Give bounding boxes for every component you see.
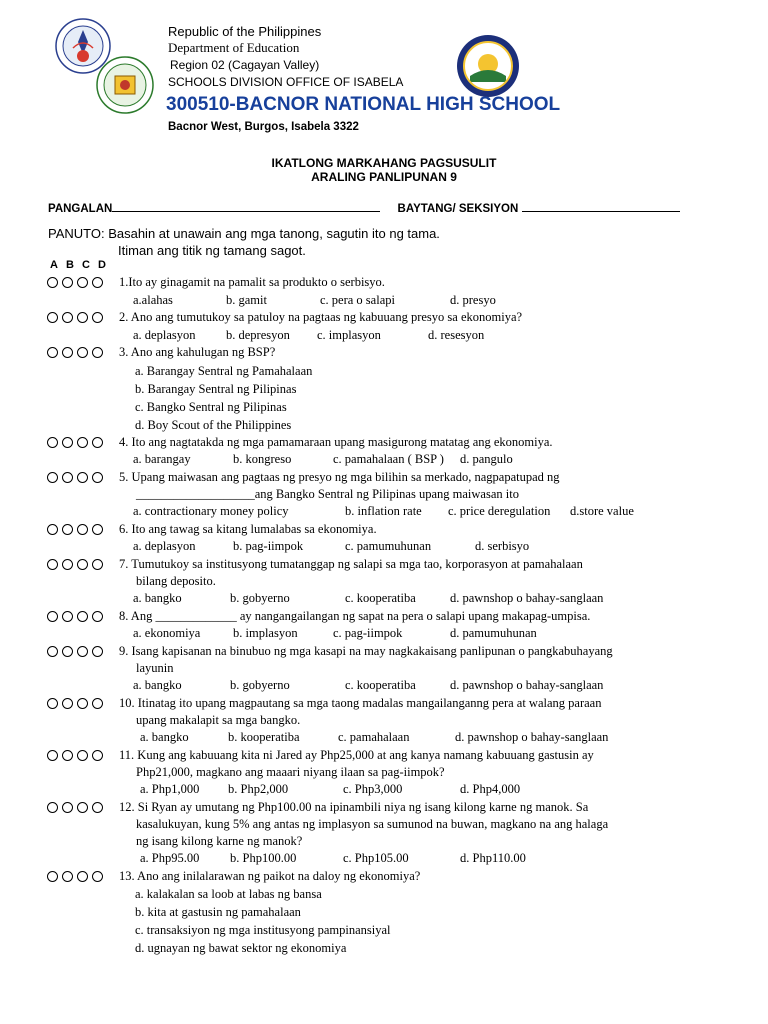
- choice-row: [0, 677, 768, 695]
- choice-option: b. kongreso: [233, 452, 292, 466]
- choice-option: d. resesyon: [428, 327, 485, 342]
- choice-option: b. implasyon: [233, 626, 298, 640]
- question-line: [0, 469, 768, 487]
- answer-bubble-b[interactable]: [62, 750, 73, 761]
- bubble-header-b: B: [66, 259, 74, 271]
- question-text: 8. Ang _____________ ay nangangailangan ng sapat na pera o salapi upang makapag-umpisa.: [119, 608, 591, 623]
- choice-row: [0, 451, 768, 469]
- division-seal-icon: [96, 56, 154, 114]
- question-item: [0, 434, 768, 469]
- question-text: 1.Ito ay ginagamit na pamalit sa produkto o serbisyo.: [119, 275, 385, 289]
- answer-bubbles: [47, 871, 107, 883]
- bubble-header-d: D: [98, 259, 106, 271]
- choice-row: [0, 729, 768, 747]
- choice-option: d. pangulo: [460, 452, 513, 466]
- answer-bubble-a[interactable]: [47, 750, 58, 761]
- bubble-header: [50, 259, 114, 271]
- republic-label: Republic of the Philippines: [168, 24, 322, 39]
- choice-option: a. bangko: [140, 730, 189, 744]
- question-text-continued: Php21,000, magkano ang maaari niyang ilaan sa pag-iimpok?: [136, 765, 445, 779]
- answer-bubbles: [47, 646, 107, 658]
- question-item: [0, 747, 768, 799]
- question-text: 3. Ano ang kahulugan ng BSP?: [119, 345, 276, 359]
- choice-option: a. deplasyon: [133, 539, 196, 553]
- choice-option: a. deplasyon: [133, 327, 196, 342]
- name-section-row: [48, 200, 708, 215]
- choice-option: d. pawnshop o bahay-sanglaan: [455, 730, 609, 744]
- answer-bubble-b[interactable]: [62, 871, 73, 882]
- question-text-continued: kasalukuyan, kung 5% ang antas ng implasyon sa sumunod na buwan, magkano na ang halaga: [136, 817, 609, 831]
- answer-bubble-d[interactable]: [92, 750, 103, 761]
- question-item: [0, 344, 768, 434]
- question-item: [0, 309, 768, 344]
- exam-subject: ARALING PANLIPUNAN 9: [311, 170, 457, 184]
- choice-option: b. inflation rate: [345, 504, 422, 518]
- answer-bubbles: [47, 698, 107, 710]
- choice-option: a. kalakalan sa loob at labas ng bansa: [135, 887, 322, 901]
- question-text: 10. Itinatag ito upang magpautang sa mga taong madalas mangailanganng pera at walang paraan: [119, 695, 602, 710]
- question-text-continued: upang makalapit sa mga bangko.: [136, 713, 301, 727]
- instructions-line-1: PANUTO: Basahin at unawain ang mga tanong, sagutin ito ng tama.: [48, 226, 440, 241]
- answer-bubble-d[interactable]: [92, 559, 103, 570]
- choice-option: a. contractionary money policy: [133, 504, 289, 518]
- choice-option: b. gamit: [226, 292, 267, 307]
- answer-bubble-b[interactable]: [62, 524, 73, 535]
- choice-option: d. Php110.00: [460, 851, 526, 865]
- answer-bubble-c[interactable]: [77, 646, 88, 657]
- question-item: [0, 469, 768, 521]
- question-item: [0, 643, 768, 695]
- answer-bubble-d[interactable]: [92, 646, 103, 657]
- answer-bubble-a[interactable]: [47, 802, 58, 813]
- instructions-line-2: Itiman ang titik ng tamang sagot.: [118, 243, 306, 258]
- question-item: [0, 608, 768, 643]
- answer-bubble-d[interactable]: [92, 312, 103, 323]
- answer-bubble-c[interactable]: [77, 750, 88, 761]
- answer-bubbles: [47, 437, 107, 449]
- section-blank[interactable]: [522, 200, 680, 212]
- question-list: [0, 274, 768, 957]
- choice-option: a. ekonomiya: [133, 626, 201, 640]
- answer-bubbles: [47, 750, 107, 762]
- choice-option: b. Barangay Sentral ng Pilipinas: [135, 381, 297, 396]
- question-item: [0, 695, 768, 747]
- choice-row: [0, 781, 768, 799]
- answer-bubble-d[interactable]: [92, 698, 103, 709]
- region-label: Region 02 (Cagayan Valley): [170, 58, 320, 72]
- answer-bubble-b[interactable]: [62, 698, 73, 709]
- choice-option: b. gobyerno: [230, 678, 290, 692]
- name-blank[interactable]: [112, 200, 380, 212]
- choice-option: d. Boy Scout of the Philippines: [135, 417, 292, 432]
- answer-bubble-c[interactable]: [77, 312, 88, 323]
- answer-bubbles: [47, 277, 107, 289]
- choice-option: c. pamahalaan ( BSP ): [333, 452, 444, 466]
- choice-row: [0, 503, 768, 521]
- question-text: 11. Kung ang kabuuang kita ni Jared ay Php25,000 at ang kanya namang kabuuang gastusin ay: [119, 747, 594, 762]
- choice-option: b. pag-iimpok: [233, 539, 304, 553]
- choice-row: [0, 538, 768, 556]
- question-line: [0, 799, 768, 817]
- answer-bubble-d[interactable]: [92, 277, 103, 288]
- answer-bubble-a[interactable]: [47, 347, 58, 358]
- choice-option: d. serbisyo: [475, 539, 530, 553]
- answer-bubble-b[interactable]: [62, 312, 73, 323]
- question-text: 12. Si Ryan ay umutang ng Php100.00 na ipinambili niya ng isang kilong karne ng manok. Sa: [119, 799, 589, 814]
- answer-bubble-a[interactable]: [47, 312, 58, 323]
- choice-option: b. Php100.00: [230, 851, 297, 865]
- question-text-continued: ng isang kilong karne ng manok?: [136, 834, 303, 848]
- choice-option: a. barangay: [133, 452, 191, 466]
- question-item: [0, 521, 768, 556]
- answer-bubble-c[interactable]: [77, 559, 88, 570]
- question-line: [0, 608, 768, 626]
- question-line: [0, 556, 768, 574]
- choice-option: c. pera o salapi: [320, 292, 395, 307]
- choice-option: d. ugnayan ng bawat sektor ng ekonomiya: [135, 941, 347, 955]
- answer-bubble-a[interactable]: [47, 611, 58, 622]
- question-item: [0, 556, 768, 608]
- school-address: Bacnor West, Burgos, Isabela 3322: [168, 121, 359, 133]
- choice-row: [0, 292, 768, 310]
- answer-bubble-d[interactable]: [92, 472, 103, 483]
- answer-bubbles: [47, 472, 107, 484]
- choice-option: d. Php4,000: [460, 782, 521, 796]
- question-text: 5. Upang maiwasan ang pagtaas ng presyo ng mga bilihin sa merkado, nagpapatupad ng: [119, 469, 560, 484]
- choice-option: c. kooperatiba: [345, 591, 416, 605]
- question-text-continued: bilang deposito.: [136, 574, 216, 588]
- question-item: [0, 799, 768, 868]
- choice-option: a. bangko: [133, 678, 182, 692]
- choice-option: c. pamumuhunan: [345, 539, 432, 553]
- choice-row: [0, 327, 768, 345]
- answer-bubbles: [47, 347, 107, 359]
- answer-bubble-b[interactable]: [62, 437, 73, 448]
- choice-option: c. pamahalaan: [338, 730, 410, 744]
- question-line: [0, 274, 768, 292]
- section-label: BAYTANG/ SEKSIYON: [397, 203, 519, 215]
- question-line: [0, 434, 768, 452]
- question-text: 13. Ano ang inilalarawan ng paikot na daloy ng ekonomiya?: [119, 868, 421, 883]
- answer-bubble-c[interactable]: [77, 802, 88, 813]
- answer-bubble-a[interactable]: [47, 437, 58, 448]
- school-seal-icon: [456, 34, 520, 98]
- school-name: 300510-BACNOR NATIONAL HIGH SCHOOL: [166, 94, 561, 115]
- question-line: [0, 643, 768, 661]
- choice-option: c. implasyon: [317, 327, 381, 342]
- choice-option: b. kita at gastusin ng pamahalaan: [135, 905, 301, 919]
- answer-bubble-a[interactable]: [47, 524, 58, 535]
- choice-row: [0, 850, 768, 868]
- answer-bubble-a[interactable]: [47, 559, 58, 570]
- bubble-header-a: A: [50, 259, 58, 271]
- question-line: [0, 309, 768, 327]
- letterhead: [0, 0, 768, 140]
- choice-option: c. kooperatiba: [345, 678, 416, 692]
- answer-bubble-b[interactable]: [62, 802, 73, 813]
- answer-bubble-d[interactable]: [92, 611, 103, 622]
- question-text: 9. Isang kapisanan na binubuo ng mga kasapi na may nagkakaisang panlipunan o pangkabuhayang: [119, 643, 613, 658]
- answer-bubble-b[interactable]: [62, 559, 73, 570]
- bubble-header-c: C: [82, 259, 90, 271]
- answer-bubble-c[interactable]: [77, 524, 88, 535]
- choice-option: c. transaksiyon ng mga institusyong pampinansiyal: [135, 923, 391, 937]
- answer-bubble-c[interactable]: [77, 347, 88, 358]
- answer-bubble-b[interactable]: [62, 646, 73, 657]
- answer-bubble-b[interactable]: [62, 277, 73, 288]
- choice-option: c. pag-iimpok: [333, 626, 403, 640]
- department-label: Department of Education: [168, 40, 300, 55]
- answer-bubble-b[interactable]: [62, 472, 73, 483]
- question-item: [0, 274, 768, 309]
- choice-option: d. presyo: [450, 292, 496, 307]
- choice-option: b. Php2,000: [228, 782, 289, 796]
- question-item: [0, 868, 768, 958]
- choice-option: a. Php95.00: [140, 851, 200, 865]
- choice-option: a. bangko: [133, 591, 182, 605]
- choice-option: d. pawnshop o bahay-sanglaan: [450, 678, 604, 692]
- choice-option: d. pawnshop o bahay-sanglaan: [450, 591, 604, 605]
- answer-bubble-c[interactable]: [77, 277, 88, 288]
- answer-bubble-b[interactable]: [62, 611, 73, 622]
- question-text: 7. Tumutukoy sa institusyong tumatanggap ng salapi sa mga tao, korporasyon at pamahalaan: [119, 556, 583, 571]
- choice-option: b. depresyon: [226, 327, 290, 342]
- choice-option: c. Bangko Sentral ng Pilipinas: [135, 399, 287, 414]
- question-line: [0, 747, 768, 765]
- answer-bubble-d[interactable]: [92, 437, 103, 448]
- choice-option: a. Php1,000: [140, 782, 200, 796]
- answer-bubble-d[interactable]: [92, 347, 103, 358]
- choice-option: d. pamumuhunan: [450, 626, 537, 640]
- name-label: PANGALAN: [48, 203, 113, 215]
- choice-option: c. price deregulation: [448, 504, 551, 518]
- answer-bubble-c[interactable]: [77, 698, 88, 709]
- choice-option: a.alahas: [133, 292, 173, 307]
- choice-option: d.store value: [570, 504, 634, 518]
- exam-title: IKATLONG MARKAHANG PAGSUSULIT: [271, 156, 497, 170]
- question-line: [0, 868, 768, 886]
- answer-bubble-a[interactable]: [47, 472, 58, 483]
- answer-bubbles: [47, 312, 107, 324]
- choice-option: b. gobyerno: [230, 591, 290, 605]
- instructions: [48, 225, 440, 259]
- choice-row: [0, 590, 768, 608]
- question-line: [0, 695, 768, 713]
- answer-bubble-d[interactable]: [92, 524, 103, 535]
- question-text: 2. Ano ang tumutukoy sa patuloy na pagtaas ng kabuuang presyo sa ekonomiya?: [119, 310, 523, 324]
- answer-bubble-c[interactable]: [77, 472, 88, 483]
- question-text-continued: ___________________ang Bangko Sentral ng Pilipinas upang maiwasan ito: [136, 487, 519, 501]
- answer-bubble-d[interactable]: [92, 871, 103, 882]
- answer-bubble-a[interactable]: [47, 646, 58, 657]
- choice-option: b. kooperatiba: [228, 730, 300, 744]
- answer-bubble-c[interactable]: [77, 437, 88, 448]
- choice-row: [0, 625, 768, 643]
- answer-bubble-a[interactable]: [47, 277, 58, 288]
- answer-bubble-d[interactable]: [92, 802, 103, 813]
- answer-bubble-c[interactable]: [77, 611, 88, 622]
- answer-bubbles: [47, 524, 107, 536]
- choice-option: c. Php3,000: [343, 782, 403, 796]
- answer-bubble-c[interactable]: [77, 871, 88, 882]
- question-text: 4. Ito ang nagtatakda ng mga pamamaraan upang masigurong matatag ang ekonomiya.: [119, 434, 553, 449]
- answer-bubbles: [47, 559, 107, 571]
- division-label: SCHOOLS DIVISION OFFICE OF ISABELA: [168, 75, 404, 89]
- choice-option: c. Php105.00: [343, 851, 409, 865]
- answer-bubble-b[interactable]: [62, 347, 73, 358]
- answer-bubbles: [47, 802, 107, 814]
- answer-bubbles: [47, 611, 107, 623]
- question-line: [0, 344, 768, 362]
- choice-option: a. Barangay Sentral ng Pamahalaan: [135, 363, 313, 378]
- question-text: 6. Ito ang tawag sa kitang lumalabas sa ekonomiya.: [119, 521, 377, 536]
- question-line: [0, 521, 768, 539]
- question-text-continued: layunin: [136, 661, 174, 675]
- answer-bubble-a[interactable]: [47, 871, 58, 882]
- answer-bubble-a[interactable]: [47, 698, 58, 709]
